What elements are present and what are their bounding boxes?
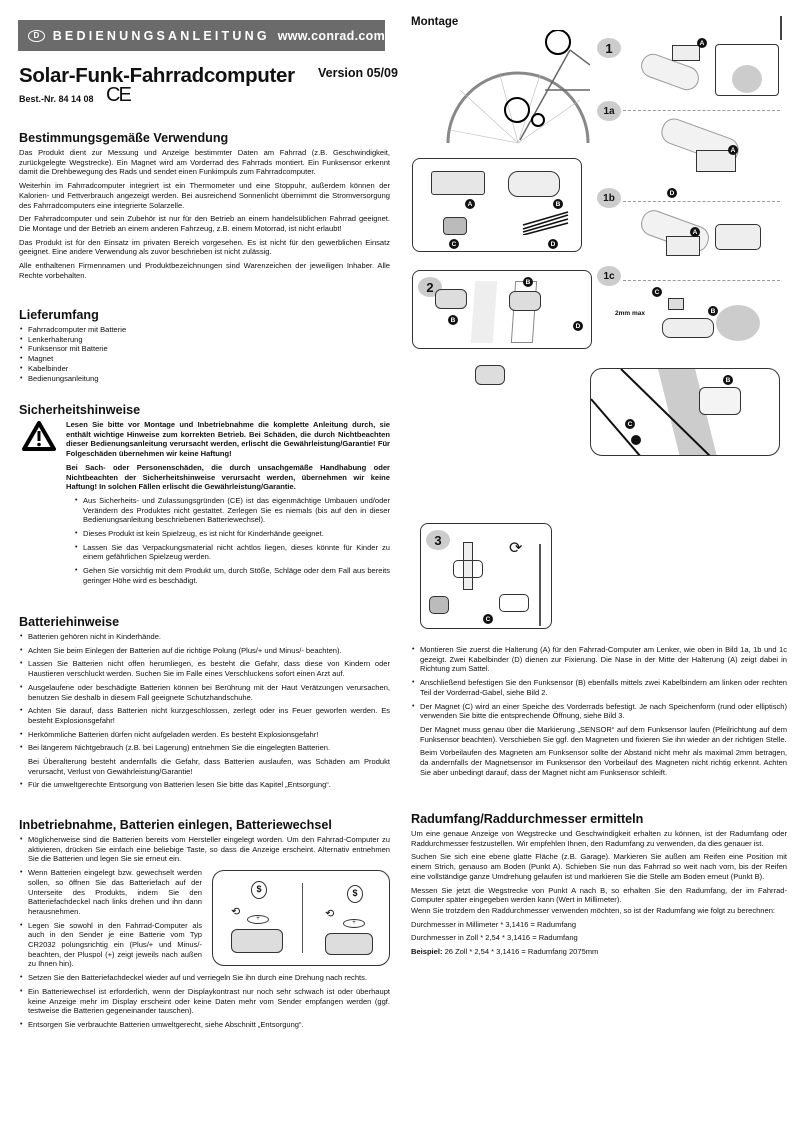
step-1b-badge: 1b	[597, 188, 621, 208]
safety-warning: Bei Sach- oder Personenschäden, die durch unsachgemäße Handhabung oder Nichtbeachten der Sicherheitshinweise verursacht werden, übernehmen wir keine Haftung! In solchen Fällen erlischt die Gewährleistung/Garantie.	[66, 462, 390, 492]
handlebar-mount-icon	[672, 45, 700, 61]
example-label: Beispiel:	[411, 947, 443, 957]
list-item: • Kabelbinder	[19, 364, 390, 374]
list-item: • Legen Sie sowohl in den Fahrrad-Computer als auch in den Sender je eine Batterie vom Typ CR2032 polungsrichtig ein (Plus/+ und Minus/- beachten, der Pluspol (+) zeigt jeweils nach außen zu Ihnen hin).	[19, 921, 390, 970]
list-item: • Magnet	[19, 354, 390, 364]
magnet-holder-icon	[499, 594, 529, 612]
header-title: BEDIENUNGSANLEITUNG	[52, 28, 270, 43]
list-item: • Herkömmliche Batterien dürfen nicht aufgeladen werden. Es besteht Explosionsgefahr!	[19, 730, 390, 740]
radio-sensor-icon	[509, 291, 541, 311]
label-d: D	[573, 321, 583, 331]
list-item: • Funksensor mit Batterie	[19, 344, 390, 354]
detail-inset	[715, 44, 779, 96]
list-item: • Achten Sie beim Einlegen der Batterien auf die richtige Polung (Plus/+ und Minus/- beachten).	[19, 646, 390, 656]
label-d: D	[548, 239, 558, 249]
list-item: • Fahrradcomputer mit Batterie	[19, 325, 390, 335]
label-b: B	[553, 199, 563, 209]
cable-ties-icon	[518, 211, 573, 235]
paragraph: Das Produkt dient zur Messung und Anzeige bestimmter Daten am Fahrrad (z.B. Geschwindigkeit, zurückgelegte Wegstrecke). Ein Magnet wird am Vorderrad des Fahrrads montiert. Ein Funksensor erkennt damit die Drehbewegung des Rads und sendet einen Funkimpuls zum Fahrradcomputer.	[19, 148, 390, 177]
battery-plus: +	[247, 915, 269, 924]
rotate-icon: ⟲	[231, 906, 241, 919]
divider	[623, 201, 780, 202]
figure-2	[412, 270, 592, 349]
example	[411, 947, 787, 957]
list-item: • Bedienungsanleitung	[19, 374, 390, 384]
formula: Durchmesser in Millimeter * 3,1416 = Radumfang	[411, 919, 577, 929]
paragraph: Beim Vorbeilaufen des Magneten am Funksensor sollte der Abstand nicht mehr als maximal 2mm betragen, da andernfalls der Magnetsensor im Funksensor den Vorbeilauf des Magneten nicht richtig erkennt. Achten Sie aber unbedingt darauf, dass der Magnet nicht am Funksensor schleift.	[420, 748, 787, 777]
list-item: • Wenn Batterien eingelegt bzw. gewechselt werden sollen, so öffnen Sie das Batteriefach auf der Unterseite des Produkts, indem Sie den Batteriefachdeckel nach links drehen und ihn dann herausnehmen.	[19, 868, 390, 917]
spoke-icon	[539, 544, 541, 626]
paragraph: Der Magnet muss genau über die Markierung „SENSOR“ auf dem Funksensor laufen (Pfeilrichtung auf dem Funksensor beachten). Verschieben Sie ggf. den Magneten und fixieren Sie ihn wieder an der richtigen Stelle.	[420, 724, 787, 744]
list-item: • Lassen Sie Batterien nicht offen herumliegen, es besteht die Gefahr, dass diese von Kindern oder Haustieren verschluckt werden. Suchen Sie im Falle eines Verschluckens sofort einen Arzt auf.	[19, 659, 390, 678]
radio-sensor-icon	[508, 171, 560, 197]
section-wheel-size	[411, 812, 787, 961]
header-url: www.conrad.com	[277, 28, 385, 43]
divider	[623, 280, 780, 281]
rotate-icon: ⟲	[325, 908, 335, 921]
label-b: B	[723, 375, 733, 385]
section-heading: Radumfang/Raddurchmesser ermitteln	[411, 812, 644, 826]
fork-icon	[471, 281, 497, 343]
step-3-badge: 3	[426, 530, 450, 550]
label-a: A	[465, 199, 475, 209]
order-number: Best.-Nr. 84 14 08	[19, 94, 94, 104]
version: Version 05/09	[318, 66, 398, 80]
handlebar-section-icon	[732, 65, 762, 93]
label-b: B	[523, 277, 533, 287]
paragraph: Messen Sie jetzt die Wegstrecke von Punkt A nach B, so erhalten Sie den Radumfang, der im Fahrrad-Computer später eingegeben werden kann (Wert in Millimeter).	[411, 885, 787, 905]
list-item: • Entsorgen Sie verbrauchte Batterien umweltgerecht, siehe Abschnitt „Entsorgung“.	[19, 1020, 390, 1030]
label-c: C	[625, 419, 635, 429]
step-2-badge: 2	[418, 277, 442, 297]
handlebar-mount-icon	[666, 236, 700, 256]
list-item: • Aus Sicherheits- und Zulassungsgründen (CE) ist das eigenmächtige Umbauen und/oder Verändern des Produktes nicht gestattet. Zerlegen Sie es niemals (bis auf den in dieser Bedienungsanleitung beschriebenen Batteriewechsel).	[74, 496, 390, 525]
section-startup	[19, 818, 390, 1034]
list-item: • Bei längerem Nichtgebrauch (z.B. bei Lagerung) entnehmen Sie die eingelegten Batterien.	[19, 743, 390, 753]
bicycle-illustration	[440, 30, 590, 145]
manual-header-bar	[18, 20, 385, 51]
paragraph: Das Produkt ist für den Einsatz im privaten Bereich vorgesehen. Es ist nicht für den gewerblichen Einsatz geeignet. Eine andere Verwendung als zuvor beschrieben ist nicht zulässig.	[19, 237, 390, 257]
step-1-badge: 1	[597, 38, 621, 58]
battery-plus: +	[343, 919, 365, 928]
label-d: D	[667, 188, 677, 198]
paragraph: Alle enthaltenen Firmennamen und Produktbezeichnungen sind Warenzeichen der jeweiligen Inhaber. Alle Rechte vorbehalten.	[19, 261, 390, 280]
section-battery-notes	[19, 615, 390, 794]
paragraph: Wenn Sie trotzdem den Raddurchmesser verwenden möchten, so ist der Radumfang wie folgt zu berechnen:	[411, 905, 775, 915]
rotate-icon: ⟳	[509, 540, 523, 557]
coin-cell-icon: $	[251, 881, 267, 899]
label-c: C	[449, 239, 459, 249]
list-item: • Dieses Produkt ist kein Spielzeug, es ist nicht für Kinderhände geeignet.	[74, 529, 390, 539]
radio-sensor-icon	[699, 387, 741, 415]
list-item: • Batterien gehören nicht in Kinderhände.	[19, 632, 390, 642]
radio-sensor-icon	[662, 318, 714, 338]
section-heading: Inbetriebnahme, Batterien einlegen, Batteriewechsel	[19, 818, 332, 832]
section-mounting-steps	[411, 645, 787, 781]
safety-warning: Lesen Sie bitte vor Montage und Inbetriebnahme die komplette Anleitung durch, sie enthält wichtige Hinweise zum korrekten Betrieb. Bei Schäden, die durch Nichtbeachten dieser Bedienungsanleitung verursacht werden, erlischt die Gewährleistung/Garantie! Für Folgeschäden übernehmen wir keine Haftung!	[66, 420, 390, 459]
magnet-icon	[443, 217, 467, 235]
magnet-screw-icon	[429, 596, 449, 614]
list-item: • Montieren Sie zuerst die Halterung (A) für den Fahrrad-Computer am Lenker, wie oben in Bild 1a, 1b und 1c gezeigt. Zwei Kabelbinder (D) dienen zur Fixierung. Die Nase in der Mitte der Halterung (A) zeigt dabei in Richtung zum Sattel.	[411, 645, 787, 674]
list-item: • Achten Sie darauf, dass Batterien nicht kurzgeschlossen, zerlegt oder ins Feuer geworfen werden. Es besteht Explosionsgefahr!	[19, 706, 390, 725]
list-item: • Möglicherweise sind die Batterien bereits vom Hersteller eingelegt worden. Um den Fahrrad-Computer zu aktivieren, drücken Sie einfach eine beliebige Taste, so dass die Anzeige erscheint. Alternativ entnehmen Sie die Batterien und legen Sie sie erneut ein.	[19, 835, 390, 864]
section-heading: Sicherheitshinweise	[19, 403, 141, 417]
step-1a-badge: 1a	[597, 101, 621, 121]
page-edge-mark	[780, 16, 782, 40]
label-a: A	[697, 38, 707, 48]
label-b: B	[708, 306, 718, 316]
figure-3	[420, 523, 552, 629]
radio-sensor-icon	[435, 289, 467, 309]
figure-sensor-detail	[590, 368, 780, 456]
label-a: A	[728, 145, 738, 155]
list-item: • Ein Batteriewechsel ist erforderlich, wenn der Displaykontrast nur noch sehr schwach ist oder überhaupt keine Anzeige mehr im Display erscheint oder keine Daten mehr vom Sender empfangen werden (ggf. testweise die Batterien gegeneinander tauschen).	[19, 987, 390, 1016]
magnet-icon	[668, 298, 684, 310]
magnet-icon	[631, 435, 641, 445]
mounted-sensor-icon	[475, 365, 505, 385]
section-heading: Batteriehinweise	[19, 615, 120, 629]
list-item: • Der Magnet (C) wird an einer Speiche des Vorderrads befestigt. Je nach Speichenform (rund oder elliptisch) verwenden Sie bitte die entsprechende Öffnung, siehe Bild 3.	[411, 702, 787, 721]
gap-label: 2mm max	[615, 310, 645, 317]
paragraph: Suchen Sie sich eine ebene glatte Fläche (z.B. Garage). Markieren Sie außen am Reifen eine Position mit einem Strich, genauso am Boden (Punkt A). Schieben Sie nun das Fahrrad so weit nach vorn, bis der Reifen eine vollständige ganze Umdrehung gelaufen ist und markieren Sie die Stelle am Boden erneut (Punkt B).	[411, 852, 787, 881]
divider	[623, 110, 780, 111]
parts-overview-figure	[412, 158, 582, 252]
paragraph: Der Fahrradcomputer und sein Zubehör ist nur für den Betrieb an einem handelsüblichen Fahrrad geeignet. Die Montage und der Betrieb an einem anderen Fahrzeug, z.B. einem Motorrad, ist nicht erlaubt!	[19, 214, 390, 233]
list-item: • Setzen Sie den Batteriefachdeckel wieder auf und verriegeln Sie ihn durch eine Drehung nach rechts.	[19, 973, 390, 983]
battery-note: Bei Überalterung besteht andernfalls die Gefahr, dass Batterien auslaufen, was Schäden am Produkt verursacht, Verlust von Gewährleistung/Garantie!	[28, 757, 390, 776]
section-delivery	[19, 308, 390, 383]
formula: Durchmesser in Zoll * 2,54 * 3,1416 = Radumfang	[411, 933, 578, 943]
list-item: • Für die umweltgerechte Entsorgung von Batterien lesen Sie bitte das Kapitel „Entsorgung“.	[19, 780, 390, 790]
magnet-holder-icon	[453, 560, 483, 578]
section-heading: Montage	[411, 16, 459, 28]
list-item: • Ausgelaufene oder beschädigte Batterien können bei Berührung mit der Haut Verätzungen verursachen, benutzen Sie deshalb in diesem Fall geeignete Schutzhandschuhe.	[19, 683, 390, 702]
label-b: B	[448, 315, 458, 325]
list-item: • Lassen Sie das Verpackungsmaterial nicht achtlos liegen, dieses könnte für Kinder zu einem gefährlichen Spielzeug werden.	[74, 543, 390, 562]
label-c: C	[483, 614, 493, 624]
document-title: Solar-Funk-Fahrradcomputer	[19, 64, 295, 87]
section-intended-use	[19, 131, 390, 284]
fork-section-icon	[716, 305, 760, 341]
list-item: • Lenkerhalterung	[19, 335, 390, 345]
paragraph: Um eine genaue Anzeige von Wegstrecke und Geschwindigkeit erhalten zu können, ist der Radumfang oder Raddurchmesser festzustellen. Wir empfehlen Ihnen, den Radumfang zu verwenden, da dies genauer ist.	[411, 829, 787, 848]
list-item: • Gehen Sie vorsichtig mit dem Produkt um, durch Stöße, Schläge oder dem Fall aus bereits geringer Höhe wird es beschädigt.	[74, 566, 390, 585]
handlebar-mount-icon	[431, 171, 485, 195]
warning-icon	[22, 421, 56, 451]
step-1c-badge: 1c	[597, 266, 621, 286]
coin-cell-icon: $	[347, 885, 363, 903]
label-c: C	[652, 287, 662, 297]
example-text: 26 Zoll * 2,54 * 3,1416 = Radumfang 2075mm	[444, 947, 599, 957]
paragraph: Weiterhin im Fahrradcomputer integriert ist ein Thermometer und eine Stoppuhr, außerdem können der Kalorien- und Fettverbrauch angezeigt werden. Bei ausreichend Sonnenlicht übernimmt die Stromversorgung des Fahrradcomputers eine integrierte Solarzelle.	[19, 181, 390, 210]
list-item: • Anschließend befestigen Sie den Funksensor (B) ebenfalls mittels zwei Kabelbindern am linken oder rechten Teil der Vorderrad-Gabel, siehe Bild 2.	[411, 678, 787, 697]
section-safety	[19, 403, 390, 590]
section-heading: Lieferumfang	[19, 308, 99, 322]
label-a: A	[690, 227, 700, 237]
spokes-lines	[591, 369, 780, 456]
bike-computer-icon	[715, 224, 761, 250]
section-heading: Bestimmungsgemäße Verwendung	[19, 131, 229, 145]
language-badge: D	[28, 30, 45, 42]
ce-mark: CE	[106, 84, 130, 106]
